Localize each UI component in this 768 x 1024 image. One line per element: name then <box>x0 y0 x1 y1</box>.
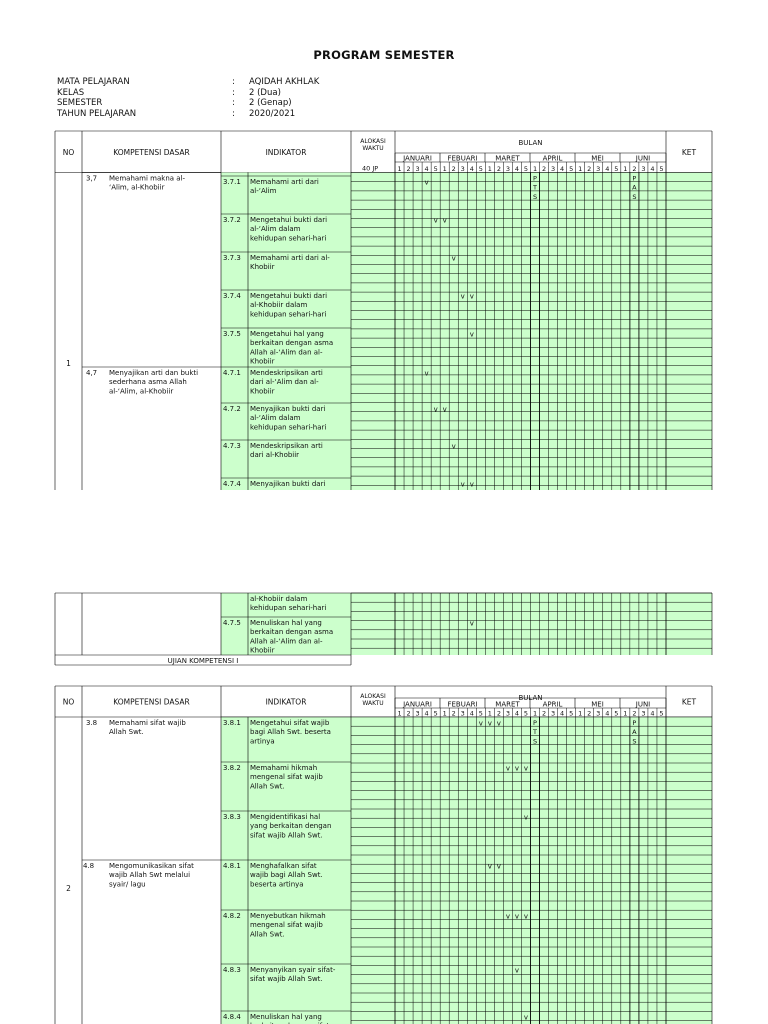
indicator-text: Menyajikan bukti dari <box>250 480 326 488</box>
info-value: AQIDAH AKHLAK <box>249 77 320 87</box>
check-mark: v <box>514 966 520 975</box>
indicator-text: Memahami hikmah <box>250 764 318 772</box>
pas-letter: P <box>632 719 637 727</box>
week-number: 5 <box>569 165 574 173</box>
week-number: 2 <box>541 709 547 718</box>
pts-letter: P <box>533 719 537 727</box>
indicator-text: Memahami arti dari al- <box>250 254 330 262</box>
week-number: 5 <box>614 165 619 173</box>
month-febuari: FEBUARI <box>447 154 478 163</box>
check-mark: v <box>523 764 529 773</box>
indicator-code: 3.7.5 <box>223 330 241 338</box>
ujian-label: UJIAN KOMPETENSI I <box>167 657 239 665</box>
section-number: 2 <box>66 884 71 893</box>
week-number: 2 <box>406 165 411 173</box>
indicator-text: Menuliskan hal yang <box>250 619 322 627</box>
week-number: 2 <box>496 709 501 718</box>
week-number: 2 <box>587 165 592 173</box>
week-number: 3 <box>460 165 465 173</box>
indicator-text: Mendeskripsikan arti <box>250 442 323 450</box>
indicator-code: 4.8.1 <box>223 862 241 870</box>
check-mark: v <box>487 719 492 728</box>
check-mark: v <box>523 912 529 921</box>
week-number: 2 <box>587 709 592 718</box>
week-number: 5 <box>614 709 619 718</box>
indicator-text: beserta artinya <box>250 880 304 889</box>
indicator-code: 3.7.4 <box>223 292 241 300</box>
indicator-text: al-Khobiir dalam <box>250 301 308 310</box>
check-mark: v <box>487 862 492 871</box>
month-maret: MARET <box>495 154 520 163</box>
section-number: 1 <box>66 359 71 368</box>
info-sep: : <box>232 77 235 87</box>
header-indikator: INDIKATOR <box>265 147 307 157</box>
check-mark: v <box>451 442 456 451</box>
check-mark: v <box>451 254 456 263</box>
indicator-text: wajib bagi Allah Swt. <box>250 871 323 880</box>
header-bulan: BULAN <box>518 694 543 702</box>
week-number: 4 <box>605 709 610 718</box>
info-sep: : <box>232 87 235 98</box>
indicator-code: 4.7.4 <box>223 480 241 488</box>
week-number: 5 <box>659 709 664 718</box>
week-number: 4 <box>605 165 610 173</box>
indicator-code: 3.8.3 <box>223 813 241 821</box>
indicator-code: 4.7.1 <box>223 369 241 377</box>
kd-text: Mengomunikasikan sifat <box>109 862 194 870</box>
indicator-text: Menyebutkan hikmah <box>250 912 326 920</box>
indicator-text: Allah Swt. <box>250 930 285 939</box>
pts-letter: T <box>533 183 538 192</box>
check-mark: v <box>469 292 474 301</box>
info-label: MATA PELAJARAN <box>57 77 130 87</box>
indicator-text: mengenal sifat wajib <box>250 773 323 782</box>
kd-text: syair/ lagu <box>109 880 146 889</box>
week-number: 4 <box>650 165 655 173</box>
week-number: 3 <box>596 709 601 718</box>
indicator-text: Menyajikan bukti dari <box>250 405 326 413</box>
week-number: 1 <box>442 709 447 718</box>
week-number: 2 <box>451 709 456 718</box>
indicator-code: 3.8.1 <box>223 719 241 727</box>
indicator-text: berkaitan dengan asma <box>250 339 334 348</box>
indicator-code: 4.8.3 <box>223 966 241 974</box>
week-number: 2 <box>632 165 637 173</box>
header-indikator: INDIKATOR <box>265 697 307 707</box>
indicator-code: 4.7.3 <box>223 442 241 450</box>
check-mark: v <box>469 330 474 339</box>
week-number: 5 <box>478 165 483 173</box>
check-mark: v <box>505 764 510 773</box>
info-sep: : <box>232 108 235 119</box>
indicator-text: dari al-Khobiir <box>250 451 300 460</box>
week-number: 4 <box>560 165 565 173</box>
indicator-text: berkaitan dengan asma <box>250 628 334 637</box>
indicator-code: 3.7.2 <box>223 216 241 224</box>
kd-code: 4,7 <box>86 369 98 377</box>
week-number: 4 <box>514 165 520 173</box>
week-number: 4 <box>424 709 429 718</box>
header-ket: KET <box>681 697 697 707</box>
pas-letter: A <box>632 728 637 737</box>
kd-code: 3.8 <box>86 719 98 727</box>
check-mark: v <box>496 719 501 728</box>
check-mark: v <box>460 480 465 489</box>
check-mark: v <box>424 369 429 378</box>
week-number: 2 <box>632 709 637 718</box>
indicator-text: Khobiir <box>250 387 275 396</box>
info-value: 2 (Genap) <box>249 98 292 108</box>
check-mark: v <box>478 719 483 728</box>
pts-letter: S <box>532 192 538 201</box>
month-mei: MEI <box>591 700 604 709</box>
week-number: 4 <box>560 709 565 718</box>
page-title: PROGRAM SEMESTER <box>313 48 455 62</box>
week-number: 2 <box>496 165 501 173</box>
indicator-text: sifat wajib Allah Swt. <box>250 975 323 984</box>
check-mark: v <box>469 619 474 628</box>
indicator-text: Mengetahui hal yang <box>250 330 324 338</box>
pts-letter: S <box>532 737 538 746</box>
indicator-text: Allah Swt. <box>250 782 285 791</box>
month-april: APRIL <box>542 154 563 163</box>
header-kd: KOMPETENSI DASAR <box>113 697 190 707</box>
indicator-text: bagi Allah Swt. beserta <box>250 728 331 737</box>
info-sep: : <box>232 98 235 108</box>
indicator-text: artinya <box>250 737 275 746</box>
week-number: 3 <box>505 709 510 718</box>
week-number: 1 <box>578 709 583 718</box>
week-number: 3 <box>641 165 646 173</box>
week-number: 1 <box>487 165 492 173</box>
indicator-text: Mendeskripsikan arti <box>250 369 323 377</box>
indicator-code: 4.7.2 <box>223 405 241 413</box>
week-number: 5 <box>433 709 438 718</box>
week-number: 3 <box>596 165 601 173</box>
week-number: 1 <box>623 165 628 173</box>
indicator-text: sifat wajib Allah Swt. <box>250 831 323 840</box>
indicator-code: 4.8.2 <box>223 912 241 920</box>
check-mark: v <box>514 764 520 773</box>
kd-text: wajib Allah Swt melalui <box>109 871 191 880</box>
check-mark: v <box>523 1013 529 1022</box>
month-januari: JANUARI <box>403 700 432 709</box>
info-label: TAHUN PELAJARAN <box>57 108 137 119</box>
indicator-text: kehidupan sehari-hari <box>250 604 327 613</box>
header-bulan: BULAN <box>518 139 543 147</box>
indicator-text: al-‘Alim dalam <box>250 225 301 234</box>
month-januari: JANUARI <box>403 154 432 163</box>
info-label: KELAS <box>57 87 85 98</box>
week-number: 5 <box>523 165 529 173</box>
check-mark: v <box>469 480 474 489</box>
indicator-text: kehidupan sehari-hari <box>250 423 327 432</box>
week-number: 5 <box>569 709 574 718</box>
info-label: SEMESTER <box>57 98 103 108</box>
indicator-text: kehidupan sehari-hari <box>250 310 327 319</box>
check-mark: v <box>514 912 520 921</box>
week-number: 1 <box>397 165 402 173</box>
week-number: 3 <box>505 165 510 173</box>
week-number: 4 <box>514 709 520 718</box>
indicator-text: Allah al-‘Alim dan al- <box>250 637 323 646</box>
week-number: 1 <box>487 709 492 718</box>
header-ket: KET <box>681 147 697 157</box>
indicator-text: Khobiir <box>250 646 275 655</box>
pts-letter: P <box>533 174 537 183</box>
check-mark: v <box>523 813 529 822</box>
indicator-text: Menuliskan hal yang <box>250 1013 322 1021</box>
month-mei: MEI <box>591 154 604 163</box>
week-number: 3 <box>641 709 646 718</box>
week-number: 3 <box>415 709 420 718</box>
indicator-code: 4.7.5 <box>223 619 241 627</box>
week-number: 2 <box>451 165 456 173</box>
kd-text: al-‘Alim, al-Khobiir <box>109 387 174 396</box>
indicator-text: Mengetahui sifat wajib <box>250 719 330 727</box>
week-number: 5 <box>433 165 438 173</box>
week-number: 2 <box>406 709 411 718</box>
indicator-text: mengenal sifat wajib <box>250 921 323 930</box>
kd-code: 4.8 <box>83 862 95 870</box>
indicator-text: Khobiir <box>250 263 275 272</box>
week-number: 1 <box>442 165 447 173</box>
pas-letter: S <box>632 737 637 746</box>
kd-code: 3,7 <box>86 174 98 183</box>
indicator-text: yang berkaitan dengan <box>250 822 332 831</box>
check-mark: v <box>433 216 438 225</box>
check-mark: v <box>460 292 465 301</box>
indicator-text: kehidupan sehari-hari <box>250 234 327 243</box>
header-waktu: WAKTU <box>362 700 384 707</box>
kd-text: Allah Swt. <box>109 728 144 737</box>
kd-text: Memahami makna al- <box>109 174 186 183</box>
week-number: 5 <box>523 709 529 718</box>
check-mark: v <box>496 862 501 871</box>
kd-text: Menyajikan arti dan bukti <box>109 369 199 377</box>
week-number: 5 <box>478 709 483 718</box>
week-number: 4 <box>424 165 429 173</box>
week-number: 1 <box>532 709 538 718</box>
week-number: 1 <box>623 709 628 718</box>
check-mark: v <box>442 405 447 414</box>
kd-text: sederhana asma Allah <box>109 378 187 387</box>
indicator-code: 4.8.4 <box>223 1013 241 1021</box>
indicator-text: Memahami arti dari <box>250 178 319 186</box>
indicator-text: dari al-‘Alim dan al- <box>250 378 319 387</box>
indicator-text: Mengidentifikasi hal <box>250 813 321 821</box>
check-mark: v <box>433 405 438 414</box>
indicator-text: al-Khobiir dalam <box>250 595 308 603</box>
month-maret: MARET <box>495 700 520 709</box>
month-april: APRIL <box>542 700 563 709</box>
week-number: 4 <box>469 709 474 718</box>
week-number: 3 <box>415 165 420 173</box>
month-febuari: FEBUARI <box>447 700 478 709</box>
indicator-text: Mengetahui bukti dari <box>250 292 328 300</box>
week-number: 1 <box>397 709 402 718</box>
check-mark: v <box>424 178 429 187</box>
week-number: 5 <box>659 165 664 173</box>
indicator-code: 3.7.3 <box>223 254 241 262</box>
indicator-text: Allah al-‘Alim dan al- <box>250 348 323 357</box>
header-no: NO <box>62 147 75 157</box>
indicator-text: Menghafalkan sifat <box>250 862 317 870</box>
week-number: 1 <box>532 165 538 173</box>
pas-letter: S <box>632 192 637 201</box>
week-number: 3 <box>460 709 465 718</box>
pas-letter: A <box>632 183 637 192</box>
kd-text: Memahami sifat wajib <box>109 719 186 727</box>
week-number: 1 <box>578 165 583 173</box>
pas-letter: P <box>632 174 637 183</box>
indicator-text: Menyanyikan syair sifat- <box>250 966 336 974</box>
week-number: 3 <box>551 709 556 718</box>
month-juni: JUNI <box>635 700 651 709</box>
pts-letter: T <box>533 728 538 737</box>
check-mark: v <box>505 912 510 921</box>
indicator-code: 3.7.1 <box>223 178 241 186</box>
month-juni: JUNI <box>635 154 651 163</box>
indicator-text: al-‘Alim <box>250 187 277 196</box>
header-alokasi: ALOKASI <box>360 693 386 700</box>
info-value: 2 (Dua) <box>249 87 281 98</box>
info-value: 2020/2021 <box>249 108 296 119</box>
check-mark: v <box>442 216 447 225</box>
week-number: 2 <box>541 165 547 173</box>
kd-text: ‘Alim, al-Khobiir <box>109 183 165 192</box>
indicator-text: al-‘Alim dalam <box>250 414 301 423</box>
header-no: NO <box>62 697 75 707</box>
header-kd: KOMPETENSI DASAR <box>113 147 190 157</box>
jp-total: 40 JP <box>362 164 379 173</box>
week-number: 4 <box>469 165 474 173</box>
indicator-code: 3.8.2 <box>223 764 241 772</box>
indicator-text: Mengetahui bukti dari <box>250 216 328 224</box>
week-number: 4 <box>650 709 655 718</box>
header-alokasi: ALOKASI <box>360 138 386 145</box>
indicator-text: Khobiir <box>250 357 275 366</box>
week-number: 3 <box>551 165 556 173</box>
header-waktu: WAKTU <box>362 145 384 152</box>
